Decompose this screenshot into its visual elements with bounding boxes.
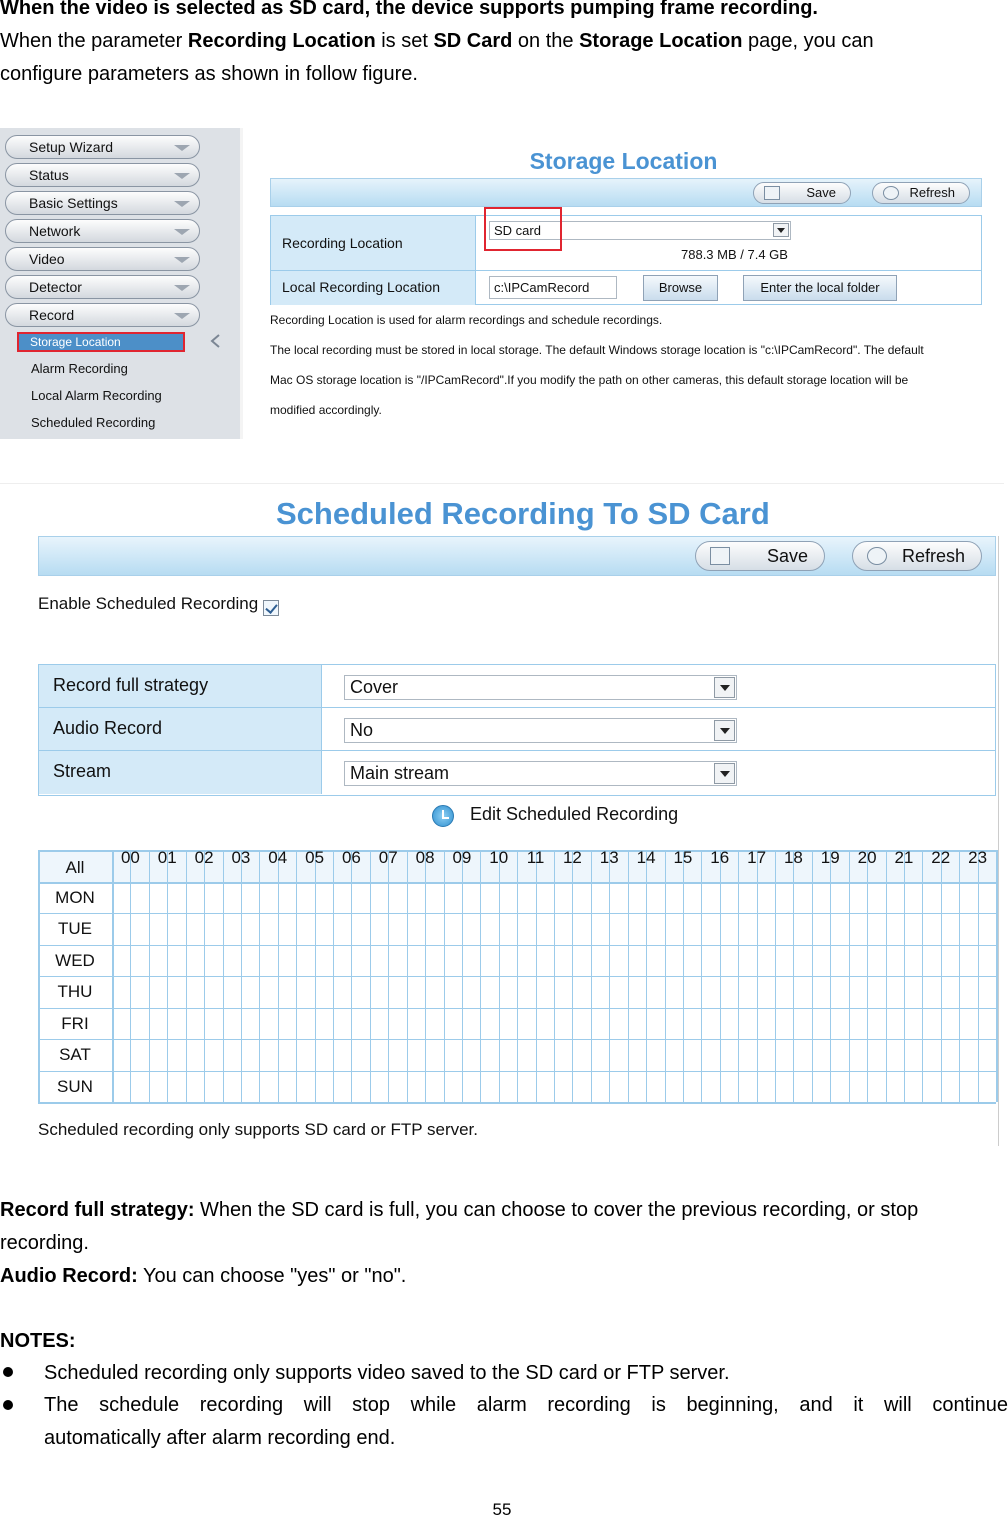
doc-heading: When the video is selected as SD card, the device supports pumping frame recording. <box>0 0 818 19</box>
select-all-label[interactable]: All <box>65 858 85 877</box>
note-text: Recording Location is used for alarm recordings and schedule recordings. <box>270 313 663 327</box>
chevron-down-icon <box>174 201 190 207</box>
grid-col-line <box>186 850 187 1102</box>
note-word: while <box>410 1394 457 1416</box>
day-label[interactable]: THU <box>57 982 93 1001</box>
menu-network[interactable] <box>5 219 200 243</box>
schedule-settings-table <box>38 664 996 796</box>
page-title: Storage Location <box>529 148 718 174</box>
note-item-1: Scheduled recording only supports video saved to the SD card or FTP server. <box>44 1362 730 1384</box>
note-word: and <box>799 1394 833 1416</box>
grid-col-line <box>683 850 684 1102</box>
grid-row-line <box>38 1102 996 1104</box>
menu-label: Detector <box>29 279 82 295</box>
grid-col-line <box>775 850 776 1102</box>
hour-label[interactable]: 02 <box>194 848 214 867</box>
grid-col-line <box>167 850 168 1102</box>
grid-col-line <box>241 850 242 1102</box>
grid-col-line <box>849 850 850 1102</box>
enable-scheduled-recording-label: Enable Scheduled Recording <box>38 594 259 613</box>
hour-label[interactable]: 12 <box>562 848 582 867</box>
grid-col-line <box>130 850 131 1102</box>
menu-label: Video <box>29 251 65 267</box>
intro-bold: Storage Location <box>579 30 743 52</box>
grid-col-line <box>922 850 923 1102</box>
grid-col-line <box>278 850 279 1102</box>
audio-record-row <box>39 708 995 751</box>
capacity-text: 788.3 MB / 7.4 GB <box>681 247 788 262</box>
grid-col-line <box>204 850 205 1102</box>
grid-col-line <box>149 850 150 1102</box>
enable-scheduled-recording-checkbox[interactable] <box>263 600 279 616</box>
save-button[interactable] <box>695 541 825 571</box>
hour-label[interactable]: 03 <box>231 848 251 867</box>
note-item-2-line1 <box>44 1389 1008 1422</box>
note-text: The local recording must be stored in local storage. The default Windows storage location is "c:\IPCamRecord". The default <box>270 343 924 357</box>
hour-label[interactable]: 10 <box>489 848 509 867</box>
hour-label[interactable]: 13 <box>599 848 619 867</box>
collapse-arrow-icon[interactable] <box>208 333 222 349</box>
grid-col-line <box>665 850 666 1102</box>
intro-text: on the <box>512 30 580 52</box>
toolbar <box>270 178 982 207</box>
grid-col-line <box>444 850 445 1102</box>
save-label: Save <box>766 546 808 566</box>
grid-col-line <box>499 850 500 1102</box>
note-text: Mac OS storage location is "/IPCamRecord".If you modify the path on other cameras, this default storage location will be <box>270 373 909 387</box>
grid-col-line <box>407 850 408 1102</box>
save-icon <box>764 186 780 200</box>
grid-col-line <box>554 850 555 1102</box>
local-path-input[interactable]: c:\IPCamRecord <box>489 276 617 299</box>
hour-label[interactable]: 18 <box>783 848 803 867</box>
menu-detector[interactable] <box>5 275 200 299</box>
chevron-down-icon <box>174 229 190 235</box>
note-text: modified accordingly. <box>270 403 382 417</box>
schedule-footer-note: Scheduled recording only supports SD card or FTP server. <box>38 1120 479 1139</box>
grid-col-line <box>646 850 647 1102</box>
storage-location-screenshot <box>0 128 1004 439</box>
submenu-alarm-recording[interactable]: Alarm Recording <box>31 361 128 376</box>
stream-row <box>39 751 995 794</box>
chevron-down-icon <box>174 173 190 179</box>
definition: You can choose "yes" or "no". <box>137 1265 407 1287</box>
grid-col-line <box>867 850 868 1102</box>
grid-col-line <box>941 850 942 1102</box>
local-recording-row <box>271 271 981 305</box>
audio-record-select[interactable] <box>344 718 737 743</box>
menu-label: Basic Settings <box>29 195 118 211</box>
grid-col-line <box>223 850 224 1102</box>
select-value: SD card <box>494 223 541 238</box>
hour-label[interactable]: 14 <box>636 848 656 867</box>
grid-col-line <box>886 850 887 1102</box>
submenu-scheduled-recording[interactable]: Scheduled Recording <box>31 415 156 430</box>
chevron-down-icon <box>714 677 735 698</box>
stream-select[interactable] <box>344 761 737 786</box>
day-label[interactable]: MON <box>55 887 95 907</box>
menu-basic-settings[interactable] <box>5 191 200 215</box>
bullet-icon <box>3 1367 13 1377</box>
grid-col-line <box>296 850 297 1102</box>
grid-col-line <box>757 850 758 1102</box>
day-label[interactable]: SAT <box>59 1045 91 1064</box>
schedule-grid[interactable] <box>38 850 996 1102</box>
edit-scheduled-recording-label: Edit Scheduled Recording <box>470 804 679 824</box>
intro-text: is set <box>375 30 434 52</box>
hour-label[interactable]: 01 <box>157 848 177 867</box>
grid-col-line <box>738 850 739 1102</box>
hour-label[interactable]: 15 <box>673 848 693 867</box>
note-word: schedule <box>99 1394 180 1416</box>
chevron-down-icon <box>714 720 735 741</box>
bullet-icon <box>3 1400 13 1410</box>
intro-text: page, you can <box>742 30 874 52</box>
term: Audio Record: <box>0 1265 138 1287</box>
menu-video[interactable] <box>5 247 200 271</box>
grid-col-line <box>259 850 260 1102</box>
hour-label[interactable]: 20 <box>857 848 877 867</box>
note-word: stop <box>352 1394 390 1416</box>
day-label[interactable]: SUN <box>57 1076 93 1096</box>
highlight-box <box>484 207 562 251</box>
grid-col-line <box>701 850 702 1102</box>
scheduled-recording-screenshot <box>0 483 1004 1159</box>
audio-record-label: Audio Record <box>39 708 322 750</box>
chevron-down-icon <box>174 145 190 151</box>
grid-col-line <box>959 850 960 1102</box>
browse-button[interactable]: Browse <box>643 275 718 301</box>
grid-col-line <box>536 850 537 1102</box>
para-record-full-strategy-cont: recording. <box>0 1232 89 1254</box>
refresh-icon <box>883 186 899 200</box>
day-label[interactable]: TUE <box>58 919 92 938</box>
grid-col-line <box>462 850 463 1102</box>
storage-location-panel <box>243 128 1004 439</box>
grid-col-line <box>333 850 334 1102</box>
menu-label: Setup Wizard <box>29 139 114 155</box>
scrollbar[interactable] <box>998 536 1004 1146</box>
grid-col-line <box>591 850 592 1102</box>
storage-settings-table <box>270 215 982 305</box>
grid-col-line <box>517 850 518 1102</box>
grid-col-line <box>609 850 610 1102</box>
select-value: No <box>350 720 374 740</box>
note-item-2-line2: automatically after alarm recording end. <box>44 1427 396 1449</box>
submenu-local-alarm-recording[interactable]: Local Alarm Recording <box>31 388 162 403</box>
hour-label[interactable]: 17 <box>747 848 767 867</box>
grid-col-line <box>425 850 426 1102</box>
select-value: Cover <box>350 677 399 697</box>
grid-col-line <box>793 850 794 1102</box>
grid-col-line <box>315 850 316 1102</box>
refresh-icon <box>867 547 887 565</box>
grid-col-line <box>978 850 979 1102</box>
intro-bold: Recording Location <box>187 30 376 52</box>
grid-col-line <box>628 850 629 1102</box>
hour-label[interactable]: 22 <box>931 848 951 867</box>
note-word: The <box>44 1394 79 1416</box>
chevron-down-icon <box>174 257 190 263</box>
record-full-strategy-label: Record full strategy <box>39 665 322 707</box>
note-word: will <box>883 1394 912 1416</box>
record-full-strategy-row <box>39 665 995 708</box>
intro-bold: SD Card <box>433 30 513 52</box>
grid-col-line <box>388 850 389 1102</box>
page-number: 55 <box>492 1500 512 1516</box>
hour-label[interactable]: 21 <box>894 848 914 867</box>
grid-col-line <box>112 850 114 1102</box>
refresh-label: Refresh <box>901 546 965 566</box>
grid-col-line <box>572 850 573 1102</box>
menu-label: Network <box>29 223 81 239</box>
grid-col-line <box>370 850 371 1102</box>
hour-label[interactable]: 08 <box>415 848 435 867</box>
grid-col-line <box>830 850 831 1102</box>
grid-col-line <box>351 850 352 1102</box>
enter-local-folder-button[interactable]: Enter the local folder <box>743 275 897 301</box>
note-word: recording <box>199 1394 284 1416</box>
note-word: recording <box>547 1394 631 1416</box>
refresh-button[interactable] <box>872 182 970 204</box>
menu-setup-wizard[interactable] <box>5 135 200 159</box>
grid-col-line <box>480 850 481 1102</box>
select-value: Main stream <box>350 763 450 783</box>
hour-label[interactable]: 11 <box>526 848 545 867</box>
intro-text: When the parameter <box>0 30 188 52</box>
hour-label[interactable]: 05 <box>305 848 325 867</box>
menu-record[interactable] <box>5 303 200 327</box>
term: Record full strategy: <box>0 1199 195 1221</box>
stream-label: Stream <box>39 751 322 794</box>
note-word: alarm <box>476 1394 527 1416</box>
hour-label[interactable]: 09 <box>452 848 472 867</box>
doc-intro-line2: configure parameters as shown in follow figure. <box>0 63 418 85</box>
save-icon <box>710 547 730 565</box>
note-word: it <box>853 1394 864 1416</box>
hour-label[interactable]: 16 <box>710 848 730 867</box>
day-label[interactable]: WED <box>55 950 95 970</box>
page-title: Scheduled Recording To SD Card <box>276 496 770 531</box>
save-button[interactable] <box>753 182 851 204</box>
hour-label[interactable]: 07 <box>378 848 398 867</box>
recording-location-label: Recording Location <box>271 216 476 270</box>
menu-label: Record <box>29 307 75 323</box>
record-full-strategy-select[interactable] <box>344 675 737 700</box>
settings-sidebar <box>0 128 240 439</box>
menu-label: Status <box>29 167 69 183</box>
note-word: is <box>651 1394 666 1416</box>
hour-label[interactable]: 04 <box>268 848 288 867</box>
grid-col-line <box>904 850 905 1102</box>
hour-label[interactable]: 06 <box>341 848 361 867</box>
note-word: will <box>303 1394 332 1416</box>
day-label[interactable]: FRI <box>61 1013 89 1033</box>
chevron-down-icon <box>174 313 190 319</box>
save-label: Save <box>806 185 836 200</box>
notes-heading: NOTES: <box>0 1330 76 1352</box>
refresh-label: Refresh <box>909 185 955 200</box>
grid-col-line <box>812 850 813 1102</box>
recording-location-row <box>271 216 981 271</box>
hour-label[interactable]: 19 <box>820 848 840 867</box>
hour-label[interactable]: 23 <box>968 848 988 867</box>
menu-status[interactable] <box>5 163 200 187</box>
note-word: continue <box>932 1394 1008 1416</box>
grid-col-line <box>720 850 721 1102</box>
definition: When the SD card is full, you can choose to cover the previous recording, or stop <box>194 1199 919 1221</box>
refresh-button[interactable] <box>852 541 982 571</box>
submenu-storage-location[interactable]: Storage Location <box>17 332 185 352</box>
para-audio-record <box>0 1260 406 1293</box>
chevron-down-icon <box>773 223 789 237</box>
local-recording-label: Local Recording Location <box>271 271 476 305</box>
toolbar <box>38 536 996 576</box>
note-word: beginning, <box>686 1394 779 1416</box>
hour-label[interactable]: 00 <box>120 848 140 867</box>
doc-intro-line1 <box>0 25 874 58</box>
chevron-down-icon <box>174 285 190 291</box>
chevron-down-icon <box>714 763 735 784</box>
para-record-full-strategy <box>0 1194 918 1227</box>
clock-icon <box>432 805 454 827</box>
